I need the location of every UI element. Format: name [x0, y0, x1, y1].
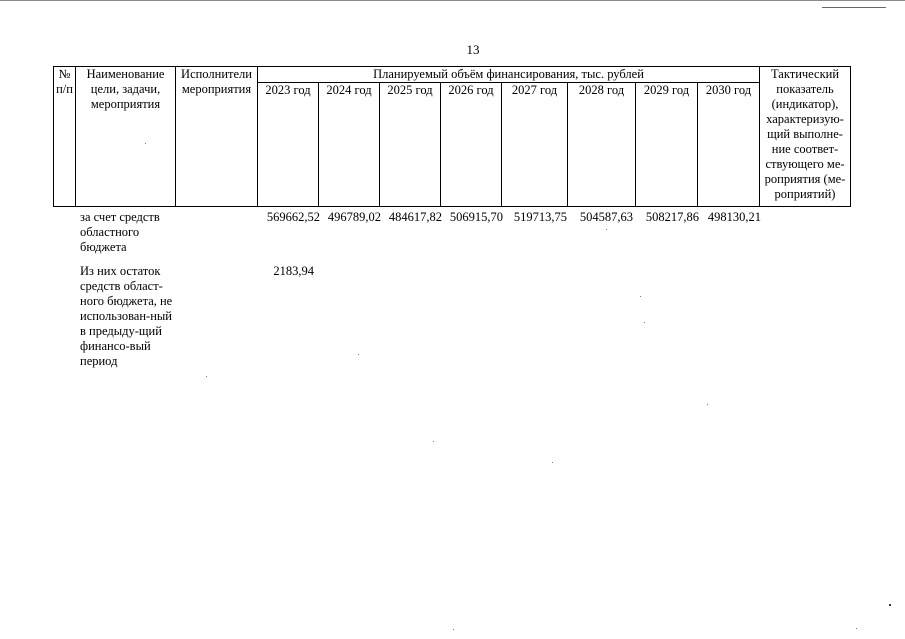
row-label-regional-budget: за счет средств областного бюджета [80, 210, 160, 254]
remainder-value-2023: 2183,94 [273, 264, 314, 278]
page-number: 13 [466, 42, 480, 57]
value-2026: 506915,70 [449, 210, 503, 224]
col-financing-header: Планируемый объём финансирования, тыс. рублей [258, 67, 760, 83]
scan-speck [453, 629, 454, 630]
year-2029-header: 2029 год [636, 83, 698, 207]
value-2030: 498130,21 [707, 210, 761, 224]
row-label-remainder: Из них остаток средств област-ного бюджета, не использован-ный в предыду-щий финансо-вый период [80, 264, 173, 368]
value-2025: 484617,82 [388, 210, 442, 224]
scan-speck [889, 604, 891, 606]
value-2029: 508217,86 [645, 210, 699, 224]
year-2027-header: 2027 год [502, 83, 568, 207]
top-border-line [0, 0, 905, 1]
scan-speck [358, 354, 359, 355]
year-2030-header: 2030 год [698, 83, 760, 207]
value-2028: 504587,63 [579, 210, 633, 224]
year-2025-header: 2025 год [380, 83, 441, 207]
scan-speck [552, 462, 553, 463]
col-name-header: Наименование цели, задачи, мероприятия [76, 67, 176, 207]
year-2026-header: 2026 год [441, 83, 502, 207]
year-2028-header: 2028 год [568, 83, 636, 207]
scan-speck [856, 628, 857, 629]
col-indicator-header: Тактический показатель (индикатор), характеризую-щий выполне-ние соответ-ствующего ме-роприятия (ме-роприятий) [760, 67, 851, 207]
col-executors-header: Исполнители мероприятия [176, 67, 258, 207]
col-number-header: № п/п [54, 67, 76, 207]
scan-speck [606, 229, 607, 230]
scan-speck [433, 441, 434, 442]
value-2024: 496789,02 [327, 210, 381, 224]
value-2027: 519713,75 [513, 210, 567, 224]
scan-speck [707, 404, 708, 405]
financing-table-header [53, 66, 851, 207]
corner-mark [822, 7, 886, 8]
scan-speck [206, 376, 207, 377]
year-2024-header: 2024 год [319, 83, 380, 207]
value-2023: 569662,52 [266, 210, 320, 224]
year-2023-header: 2023 год [258, 83, 319, 207]
scan-speck [640, 296, 641, 297]
scan-speck [145, 143, 146, 144]
scan-speck [644, 322, 645, 323]
